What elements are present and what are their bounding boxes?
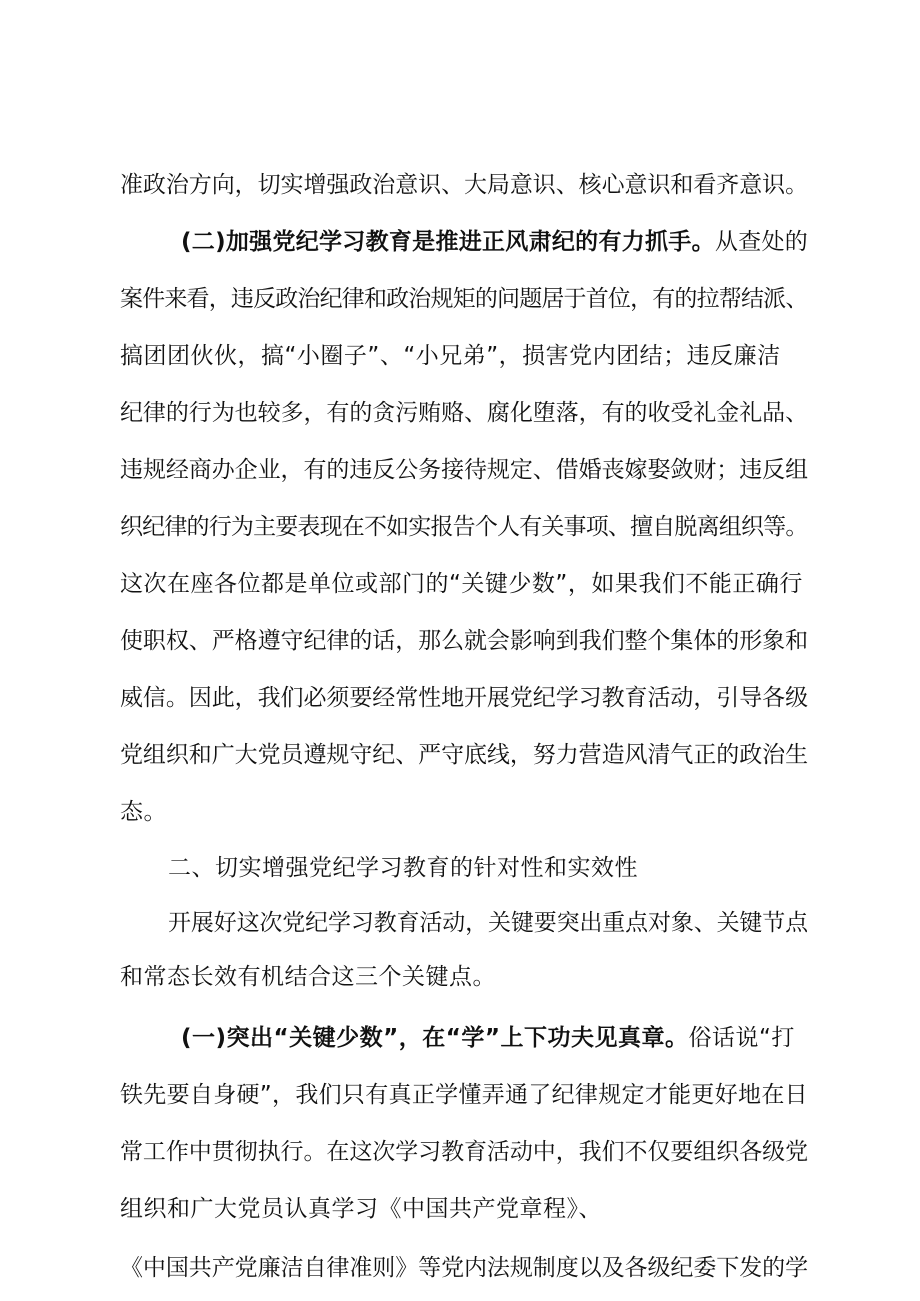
text-line: [181, 1023, 795, 1053]
text-span: 组织和广大党员认真学习《中国共产党章程》、: [120, 1196, 602, 1222]
text-line: [181, 227, 808, 257]
section-heading: [168, 853, 638, 883]
text-span: 常工作中贯彻执行。在这次学习教育活动中，我们不仅要组织各级党: [120, 1139, 808, 1165]
text-span: 从查处的: [714, 229, 809, 255]
text-span: 铁先要自身硬”，我们只有真正学懂弄通了纪律规定才能更好地在日: [120, 1082, 808, 1108]
text-line: [120, 284, 808, 314]
text-line: [120, 170, 808, 200]
text-line: [120, 740, 808, 770]
text-line: [120, 626, 808, 656]
text-line: [120, 398, 808, 428]
text-line: [168, 908, 808, 938]
text-span: 案件来看，违反政治纪律和政治规矩的问题居于首位，有的拉帮结派、: [120, 286, 808, 312]
text-span: 党组织和广大党员遵规守纪、严守底线，努力营造风清气正的政治生: [120, 742, 808, 768]
text-line: [120, 1080, 808, 1110]
text-span: 开展好这次党纪学习教育活动，关键要突出重点对象、关键节点: [168, 910, 809, 936]
text-span: 俗话说“打: [688, 1025, 795, 1051]
text-span: 《中国共产党廉洁自律准则》等党内法规制度以及各级纪委下发的学: [120, 1255, 808, 1281]
text-line: [120, 797, 167, 827]
text-span: 和常态长效有机结合这三个关键点。: [120, 964, 496, 990]
text-line: [120, 1253, 808, 1283]
text-span: 二、切实增强党纪学习教育的针对性和实效性: [168, 855, 638, 881]
text-line: [120, 962, 496, 992]
text-line: [120, 512, 808, 542]
text-line: [120, 341, 781, 371]
text-line: [120, 569, 803, 599]
bold-heading-span: (一)突出“关键少数”，在“学”上下功夫见真章。: [181, 1025, 689, 1051]
text-span: 织纪律的行为主要表现在不如实报告个人有关事项、擅自脱离组织等。: [120, 514, 808, 540]
text-span: 威信。因此，我们必须要经常性地开展党纪学习教育活动，引导各级: [120, 685, 808, 711]
text-line: [120, 683, 808, 713]
text-line: [120, 1137, 808, 1167]
text-span: 态。: [120, 799, 167, 825]
text-span: 违规经商办企业，有的违反公务接待规定、借婚丧嫁娶敛财；违反组: [120, 457, 808, 483]
text-span: 搞团团伙伙，搞“小圈子”、“小兄弟”，损害党内团结；违反廉洁: [120, 343, 781, 369]
text-line: [120, 455, 808, 485]
text-span: 准政治方向，切实增强政治意识、大局意识、核心意识和看齐意识。: [120, 172, 808, 198]
bold-heading-span: (二)加强党纪学习教育是推进正风肃纪的有力抓手。: [181, 229, 715, 255]
text-span: 使职权、严格遵守纪律的话，那么就会影响到我们整个集体的形象和: [120, 628, 808, 654]
text-line: [120, 1194, 602, 1224]
text-span: 纪律的行为也较多，有的贪污贿赂、腐化堕落，有的收受礼金礼品、: [120, 400, 808, 426]
text-span: 这次在座各位都是单位或部门的“关键少数”，如果我们不能正确行: [120, 571, 803, 597]
